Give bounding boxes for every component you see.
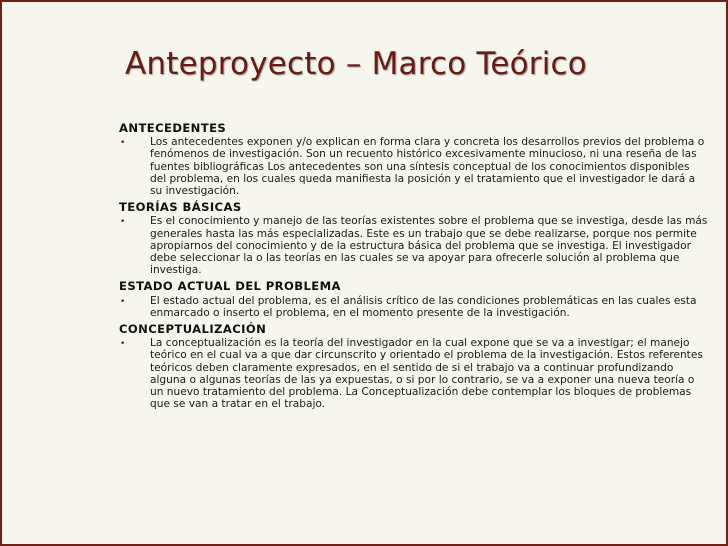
bullet-dot-icon: •	[120, 138, 126, 149]
bullet-item-estado-actual	[118, 295, 708, 319]
bullet-dot-icon: •	[120, 217, 126, 228]
section-heading-estado-actual: ESTADO ACTUAL DEL PROBLEMA	[119, 279, 341, 294]
section-heading-antecedentes: ANTECEDENTES	[119, 121, 227, 135]
bullet-dot-icon: •	[120, 296, 126, 307]
section-heading-conceptualizacion: CONCEPTUALIZACIÓN	[119, 322, 267, 337]
bullet-dot-icon: •	[120, 339, 126, 350]
slide-content	[118, 122, 708, 413]
bullet-item-conceptualizacion	[118, 337, 708, 410]
bullet-item-antecedentes	[118, 136, 708, 197]
bullet-text: La conceptualización es la teoría del investigador en la cual expone que se va a investigar; el manejo teórico en el cual va a que dar circunscrito y orientado el problema de la investigación. Estos referentes teóricos deben claramente expresados, en el sentido de si el trabajo va a continuar profundizando alguna o algunas teorías de las ya expuestas, o si por lo contrario, se va a exponer una nueva teoría o un nuevo tratamiento del problema. La Conceptualización debe contemplar los bloques de problemas que se van a tratar en el trabajo.	[150, 337, 703, 411]
bullet-text: El estado actual del problema, es el análisis crítico de las condiciones problemáticas en las cuales esta enmarcado o inserto el problema, en el momento presente de la investigación.	[150, 294, 697, 319]
slide-title: Anteproyecto – Marco Teórico	[125, 46, 587, 82]
section-heading-teorias-basicas: TEORÍAS BÁSICAS	[119, 200, 242, 215]
bullet-text: Los antecedentes exponen y/o explican en forma clara y concreta los desarrollos previos del problema o fenómenos de investigación. Son un recuento histórico excesivamente minucioso, ni una reseña de las fuentes bibliográficas Los antecedentes son una síntesis conceptual de los conocimientos disponibles del problema, en los cuales queda manifiesta la posición y el tratamiento que el investigador le dará a su investigación.	[150, 136, 705, 198]
bullet-item-teorias-basicas	[118, 215, 708, 276]
bullet-text: Es el conocimiento y manejo de las teorías existentes sobre el problema que se investiga, desde las más generales hasta las más especializadas. Este es un trabajo que se debe realizarse, porque nos permite apropiarnos del conocimiento y de la estructura básica del problema que se investiga. El investigador debe seleccionar la o las teorías en las cuales se va apoyar para ofrecerle solución al problema que investiga.	[150, 215, 708, 277]
